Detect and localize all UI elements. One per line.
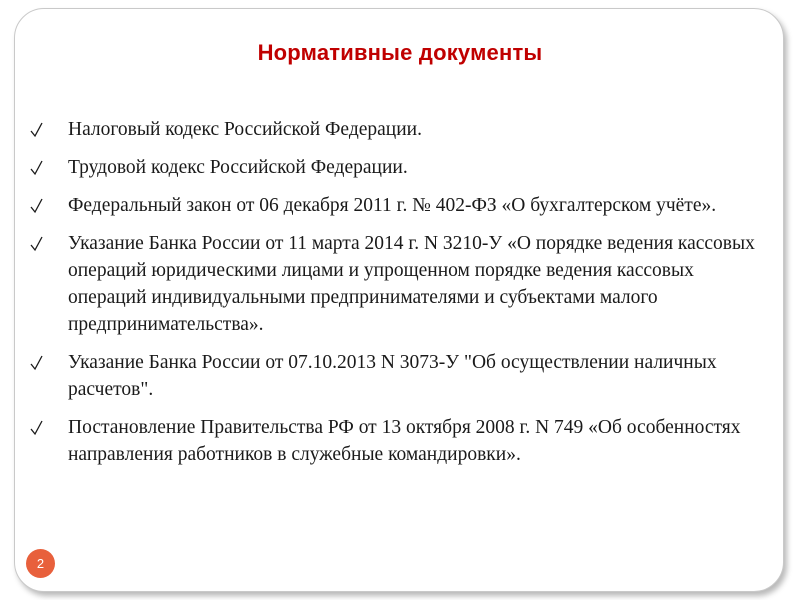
list-item	[30, 154, 770, 181]
list-item-text: Постановление Правительства РФ от 13 октября 2008 г. N 749 «Об особенностях направления работников в служебные командировки».	[68, 417, 741, 465]
checkmark-icon	[30, 198, 43, 214]
page-number-badge: 2	[26, 549, 55, 578]
checkmark-icon	[30, 160, 43, 176]
list-item	[30, 116, 770, 143]
list-item	[30, 349, 770, 403]
checkmark-icon	[30, 122, 43, 138]
slide-title: Нормативные документы	[257, 40, 543, 65]
checkmark-icon	[30, 420, 43, 436]
list-item	[30, 192, 770, 219]
list-item	[30, 414, 770, 468]
checkmark-icon	[30, 236, 43, 252]
document-list	[30, 116, 770, 479]
list-item-text: Налоговый кодекс Российской Федерации.	[68, 119, 422, 140]
list-item-text: Федеральный закон от 06 декабря 2011 г. № 402-ФЗ «О бухгалтерском учёте».	[68, 195, 717, 216]
list-item-text: Указание Банка России от 11 марта 2014 г. N 3210-У «О порядке ведения кассовых операций юридическими лицами и упрощенном порядке ведения кассовых операций индивидуальными предпринимателями и субъектами малого предпринимательства».	[68, 233, 755, 335]
checkmark-icon	[30, 355, 43, 371]
list-item-text: Трудовой кодекс Российской Федерации.	[68, 157, 408, 178]
list-item-text: Указание Банка России от 07.10.2013 N 3073-У "Об осуществлении наличных расчетов".	[68, 352, 717, 400]
list-item	[30, 230, 770, 338]
